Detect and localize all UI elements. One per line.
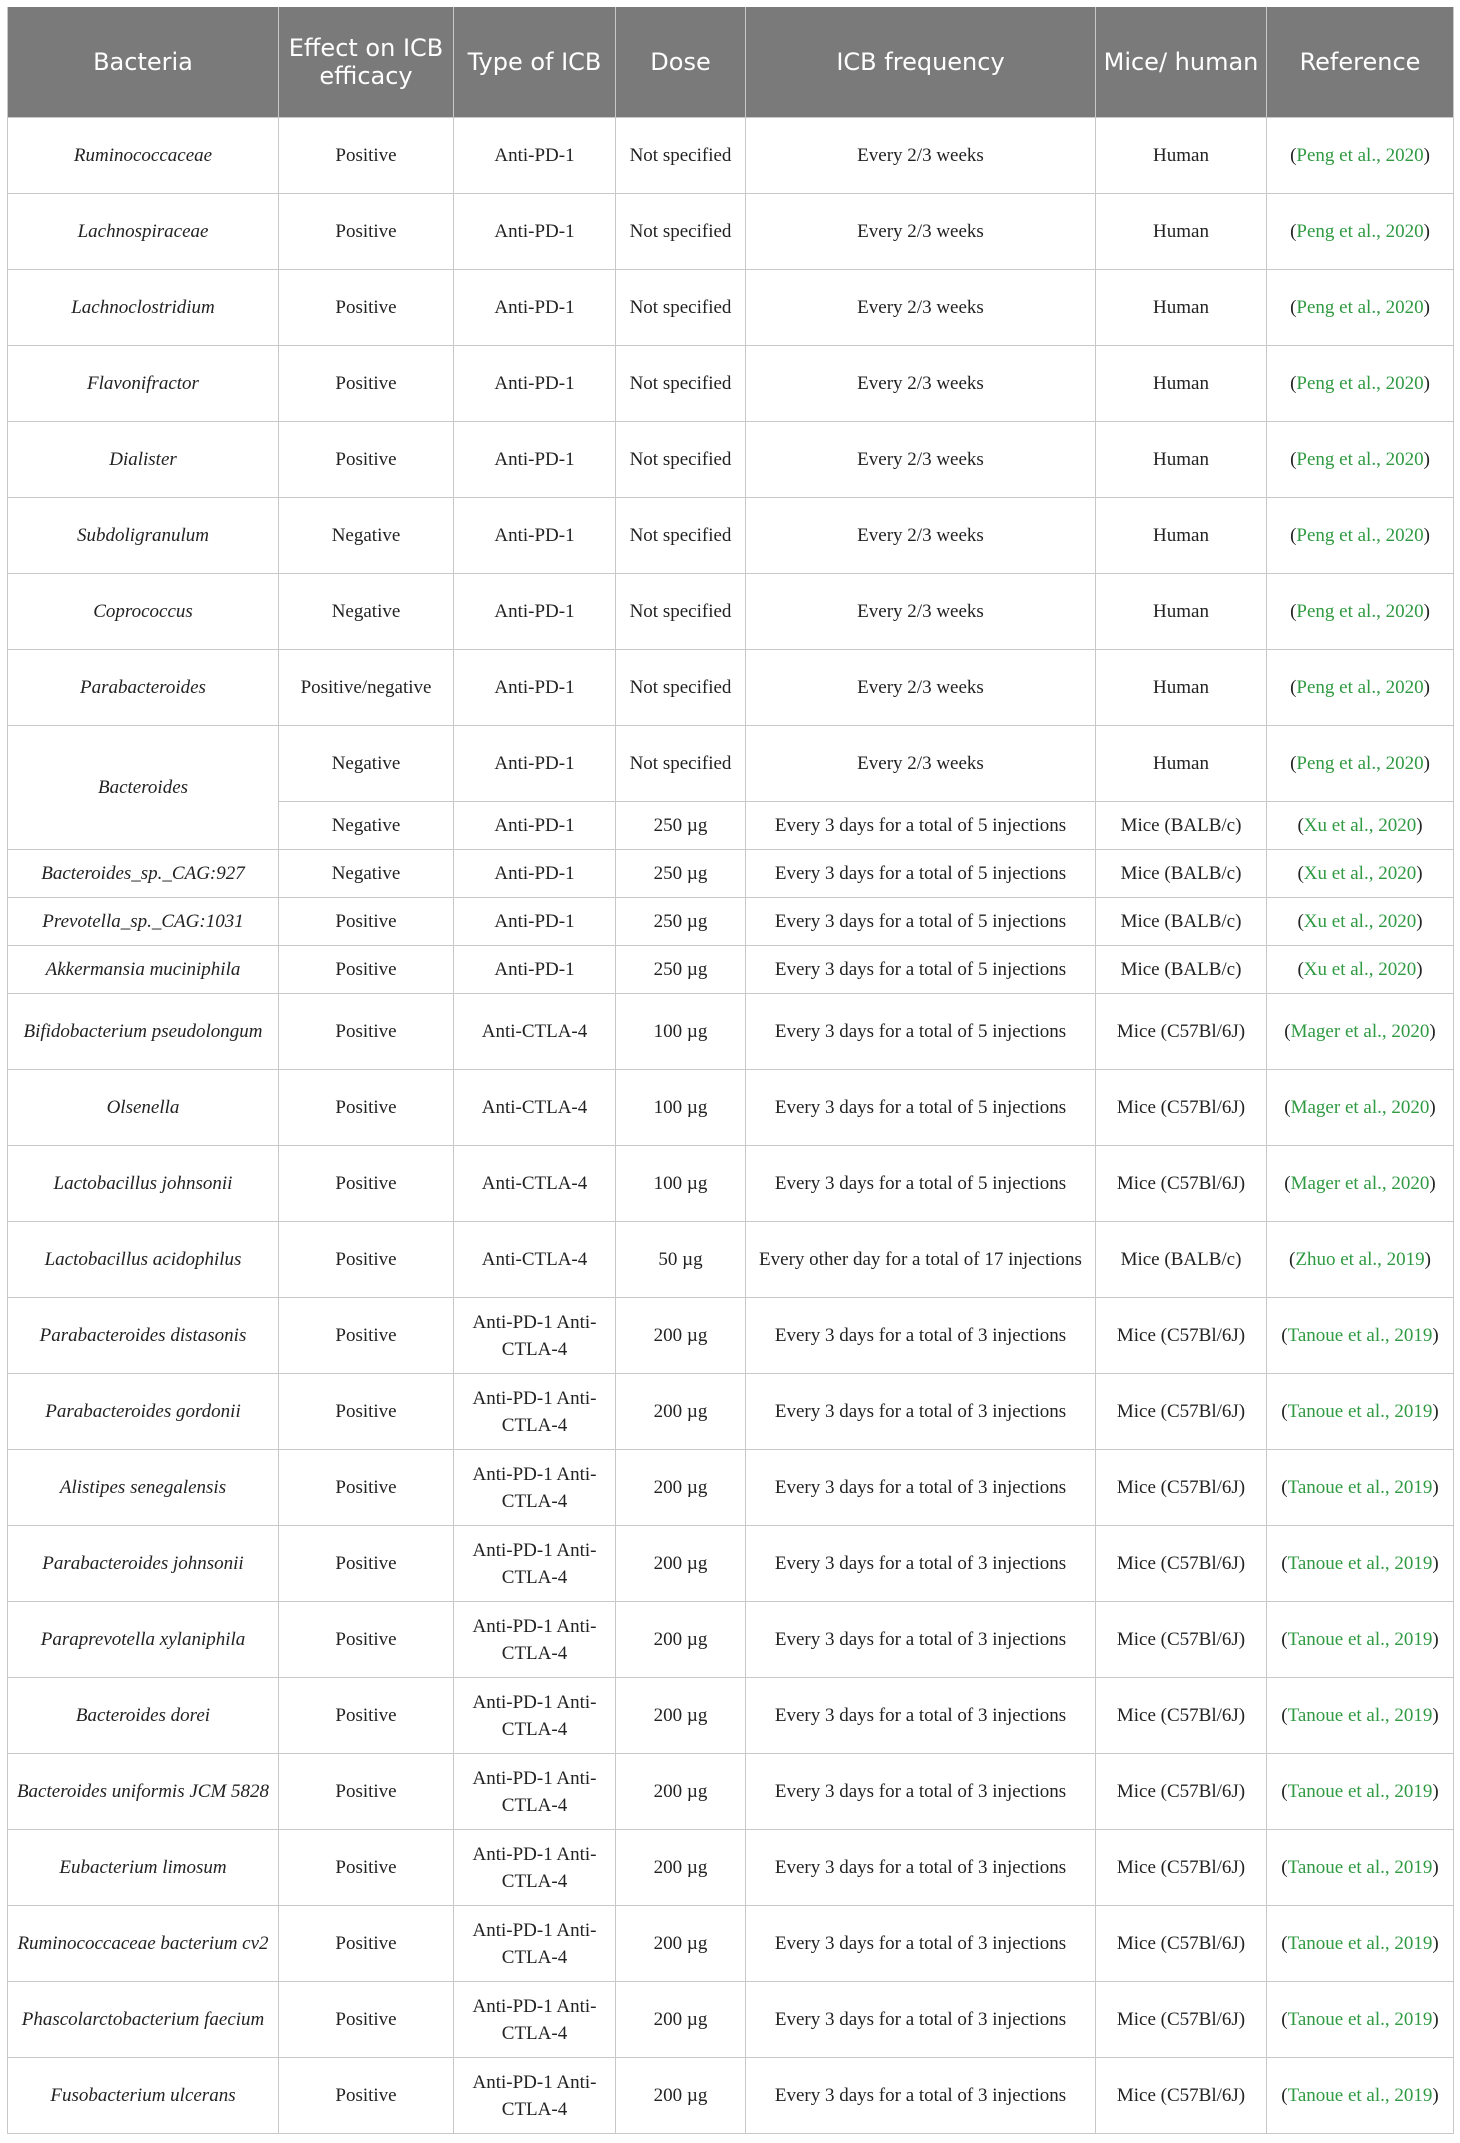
cell-subject: Mice (BALB/c)	[1096, 1222, 1267, 1298]
reference-link[interactable]: Mager et al., 2020	[1290, 1021, 1430, 1042]
cell-effect: Negative	[279, 574, 454, 650]
cell-frequency: Every 2/3 weeks	[746, 498, 1096, 574]
cell-type: Anti-PD-1	[454, 574, 616, 650]
cell-type: Anti-CTLA-4	[454, 1222, 616, 1298]
cell-effect: Negative	[279, 850, 454, 898]
cell-type: Anti-PD-1	[454, 194, 616, 270]
table-row	[8, 1070, 1454, 1146]
cell-frequency: Every 2/3 weeks	[746, 270, 1096, 346]
reference-link[interactable]: Tanoue et al., 2019	[1287, 2085, 1433, 2106]
cell-dose: Not specified	[616, 726, 746, 802]
cell-effect: Positive	[279, 1982, 454, 2058]
cell-bacteria: Fusobacterium ulcerans	[8, 2058, 279, 2134]
cell-frequency: Every 2/3 weeks	[746, 726, 1096, 802]
cell-type: Anti-PD-1	[454, 726, 616, 802]
cell-type: Anti-PD-1 Anti-CTLA-4	[454, 1298, 616, 1374]
cell-dose: Not specified	[616, 194, 746, 270]
cell-subject: Mice (C57Bl/6J)	[1096, 1374, 1267, 1450]
cell-type: Anti-PD-1 Anti-CTLA-4	[454, 1450, 616, 1526]
cell-subject: Human	[1096, 194, 1267, 270]
table-row	[8, 574, 1454, 650]
reference-link[interactable]: Xu et al., 2020	[1303, 959, 1417, 980]
bacteria-icb-table	[7, 7, 1454, 2134]
cell-frequency: Every 3 days for a total of 5 injections	[746, 946, 1096, 994]
cell-reference: (Tanoue et al., 2019)	[1267, 1450, 1454, 1526]
cell-dose: 200 µg	[616, 1298, 746, 1374]
table-row	[8, 1526, 1454, 1602]
cell-reference: (Tanoue et al., 2019)	[1267, 1374, 1454, 1450]
cell-type: Anti-PD-1	[454, 898, 616, 946]
cell-frequency: Every 3 days for a total of 3 injections	[746, 1982, 1096, 2058]
cell-type: Anti-PD-1 Anti-CTLA-4	[454, 1830, 616, 1906]
reference-link[interactable]: Tanoue et al., 2019	[1287, 1857, 1433, 1878]
reference-link[interactable]: Zhuo et al., 2019	[1295, 1249, 1425, 1270]
reference-link[interactable]: Peng et al., 2020	[1296, 297, 1424, 318]
table-row	[8, 1146, 1454, 1222]
cell-frequency: Every 3 days for a total of 3 injections	[746, 1754, 1096, 1830]
cell-effect: Positive	[279, 1906, 454, 1982]
cell-subject: Mice (BALB/c)	[1096, 850, 1267, 898]
reference-link[interactable]: Tanoue et al., 2019	[1287, 2009, 1433, 2030]
reference-link[interactable]: Peng et al., 2020	[1296, 753, 1424, 774]
header-reference: Reference	[1267, 7, 1454, 118]
reference-link[interactable]: Peng et al., 2020	[1296, 677, 1424, 698]
cell-bacteria: Lactobacillus johnsonii	[8, 1146, 279, 1222]
table-row	[8, 118, 1454, 194]
cell-type: Anti-PD-1	[454, 946, 616, 994]
cell-frequency: Every 2/3 weeks	[746, 118, 1096, 194]
reference-link[interactable]: Xu et al., 2020	[1303, 911, 1417, 932]
cell-frequency: Every 3 days for a total of 3 injections	[746, 1298, 1096, 1374]
cell-type: Anti-PD-1 Anti-CTLA-4	[454, 2058, 616, 2134]
cell-reference: (Peng et al., 2020)	[1267, 726, 1454, 802]
cell-type: Anti-PD-1	[454, 270, 616, 346]
reference-link[interactable]: Tanoue et al., 2019	[1287, 1933, 1433, 1954]
cell-reference: (Tanoue et al., 2019)	[1267, 1678, 1454, 1754]
header-bacteria: Bacteria	[8, 7, 279, 118]
cell-bacteria: Parabacteroides gordonii	[8, 1374, 279, 1450]
cell-subject: Mice (C57Bl/6J)	[1096, 1754, 1267, 1830]
cell-type: Anti-PD-1 Anti-CTLA-4	[454, 1374, 616, 1450]
table-row	[8, 1754, 1454, 1830]
cell-dose: 200 µg	[616, 1754, 746, 1830]
reference-link[interactable]: Peng et al., 2020	[1296, 449, 1424, 470]
table-row	[8, 946, 1454, 994]
cell-effect: Positive	[279, 270, 454, 346]
table-header	[8, 7, 1454, 118]
cell-bacteria: Phascolarctobacterium faecium	[8, 1982, 279, 2058]
cell-subject: Mice (BALB/c)	[1096, 946, 1267, 994]
cell-subject: Mice (BALB/c)	[1096, 802, 1267, 850]
cell-effect: Positive	[279, 1526, 454, 1602]
cell-frequency: Every 2/3 weeks	[746, 422, 1096, 498]
cell-bacteria: Ruminococcaceae bacterium cv2	[8, 1906, 279, 1982]
cell-frequency: Every 3 days for a total of 5 injections	[746, 898, 1096, 946]
cell-effect: Positive	[279, 946, 454, 994]
cell-reference: (Peng et al., 2020)	[1267, 422, 1454, 498]
cell-reference: (Tanoue et al., 2019)	[1267, 1754, 1454, 1830]
cell-subject: Mice (C57Bl/6J)	[1096, 1450, 1267, 1526]
cell-reference: (Tanoue et al., 2019)	[1267, 1906, 1454, 1982]
cell-frequency: Every 3 days for a total of 3 injections	[746, 1830, 1096, 1906]
cell-dose: 50 µg	[616, 1222, 746, 1298]
cell-bacteria: Subdoligranulum	[8, 498, 279, 574]
cell-bacteria: Parabacteroides distasonis	[8, 1298, 279, 1374]
cell-effect: Positive	[279, 2058, 454, 2134]
cell-type: Anti-PD-1	[454, 422, 616, 498]
reference-link[interactable]: Tanoue et al., 2019	[1287, 1401, 1433, 1422]
table-row	[8, 2058, 1454, 2134]
cell-type: Anti-PD-1	[454, 346, 616, 422]
reference-link[interactable]: Xu et al., 2020	[1303, 815, 1417, 836]
header-frequency: ICB frequency	[746, 7, 1096, 118]
cell-effect: Positive	[279, 1146, 454, 1222]
cell-type: Anti-PD-1	[454, 650, 616, 726]
cell-frequency: Every 2/3 weeks	[746, 574, 1096, 650]
cell-frequency: Every 3 days for a total of 5 injections	[746, 994, 1096, 1070]
cell-effect: Negative	[279, 726, 454, 802]
cell-bacteria: Bacteroides dorei	[8, 1678, 279, 1754]
cell-subject: Mice (BALB/c)	[1096, 898, 1267, 946]
cell-dose: 200 µg	[616, 1830, 746, 1906]
cell-subject: Mice (C57Bl/6J)	[1096, 1678, 1267, 1754]
cell-bacteria: Coprococcus	[8, 574, 279, 650]
cell-type: Anti-PD-1	[454, 498, 616, 574]
cell-subject: Human	[1096, 118, 1267, 194]
cell-dose: 200 µg	[616, 2058, 746, 2134]
cell-frequency: Every 3 days for a total of 3 injections	[746, 1906, 1096, 1982]
cell-type: Anti-PD-1	[454, 802, 616, 850]
cell-reference: (Xu et al., 2020)	[1267, 850, 1454, 898]
reference-link[interactable]: Tanoue et al., 2019	[1287, 1629, 1433, 1650]
cell-subject: Mice (C57Bl/6J)	[1096, 1526, 1267, 1602]
cell-type: Anti-PD-1 Anti-CTLA-4	[454, 1602, 616, 1678]
table-row	[8, 850, 1454, 898]
header-row	[8, 7, 1454, 118]
cell-reference: (Mager et al., 2020)	[1267, 1070, 1454, 1146]
cell-reference: (Zhuo et al., 2019)	[1267, 1222, 1454, 1298]
cell-effect: Positive	[279, 1450, 454, 1526]
header-effect: Effect on ICB efficacy	[279, 7, 454, 118]
cell-effect: Positive	[279, 346, 454, 422]
cell-reference: (Mager et al., 2020)	[1267, 994, 1454, 1070]
cell-bacteria: Bacteroides	[8, 726, 279, 850]
cell-frequency: Every 3 days for a total of 5 injections	[746, 1146, 1096, 1222]
cell-bacteria: Parabacteroides	[8, 650, 279, 726]
cell-bacteria: Bacteroides uniformis JCM 5828	[8, 1754, 279, 1830]
cell-reference: (Peng et al., 2020)	[1267, 574, 1454, 650]
cell-bacteria: Prevotella_sp._CAG:1031	[8, 898, 279, 946]
table-row	[8, 1678, 1454, 1754]
cell-subject: Mice (C57Bl/6J)	[1096, 2058, 1267, 2134]
cell-bacteria: Lachnospiraceae	[8, 194, 279, 270]
table-row	[8, 726, 1454, 802]
reference-link[interactable]: Peng et al., 2020	[1296, 221, 1424, 242]
header-type: Type of ICB	[454, 7, 616, 118]
cell-type: Anti-PD-1 Anti-CTLA-4	[454, 1678, 616, 1754]
cell-frequency: Every 3 days for a total of 5 injections	[746, 1070, 1096, 1146]
cell-subject: Human	[1096, 650, 1267, 726]
cell-frequency: Every 3 days for a total of 5 injections	[746, 850, 1096, 898]
cell-reference: (Tanoue et al., 2019)	[1267, 1298, 1454, 1374]
cell-type: Anti-PD-1 Anti-CTLA-4	[454, 1526, 616, 1602]
cell-effect: Positive	[279, 994, 454, 1070]
cell-subject: Mice (C57Bl/6J)	[1096, 994, 1267, 1070]
cell-dose: Not specified	[616, 346, 746, 422]
table-body	[8, 118, 1454, 2134]
cell-type: Anti-PD-1	[454, 850, 616, 898]
reference-link[interactable]: Tanoue et al., 2019	[1287, 1477, 1433, 1498]
cell-subject: Mice (C57Bl/6J)	[1096, 1146, 1267, 1222]
cell-dose: 200 µg	[616, 1526, 746, 1602]
cell-bacteria: Lachnoclostridium	[8, 270, 279, 346]
cell-dose: 250 µg	[616, 850, 746, 898]
cell-effect: Positive/negative	[279, 650, 454, 726]
cell-dose: 250 µg	[616, 946, 746, 994]
table-row	[8, 346, 1454, 422]
table-row	[8, 422, 1454, 498]
cell-effect: Negative	[279, 498, 454, 574]
reference-link[interactable]: Tanoue et al., 2019	[1287, 1553, 1433, 1574]
cell-bacteria: Bifidobacterium pseudolongum	[8, 994, 279, 1070]
header-dose: Dose	[616, 7, 746, 118]
cell-reference: (Mager et al., 2020)	[1267, 1146, 1454, 1222]
header-subject: Mice/ human	[1096, 7, 1267, 118]
cell-subject: Mice (C57Bl/6J)	[1096, 1906, 1267, 1982]
cell-dose: 200 µg	[616, 1450, 746, 1526]
cell-reference: (Peng et al., 2020)	[1267, 346, 1454, 422]
table-row	[8, 194, 1454, 270]
cell-frequency: Every 3 days for a total of 5 injections	[746, 802, 1096, 850]
cell-dose: 100 µg	[616, 1070, 746, 1146]
reference-link[interactable]: Peng et al., 2020	[1296, 373, 1424, 394]
cell-reference: (Peng et al., 2020)	[1267, 650, 1454, 726]
cell-frequency: Every 3 days for a total of 3 injections	[746, 1678, 1096, 1754]
table-row	[8, 270, 1454, 346]
table-row	[8, 650, 1454, 726]
reference-link[interactable]: Xu et al., 2020	[1303, 863, 1417, 884]
table-row	[8, 898, 1454, 946]
cell-reference: (Tanoue et al., 2019)	[1267, 1830, 1454, 1906]
cell-subject: Mice (C57Bl/6J)	[1096, 1602, 1267, 1678]
cell-reference: (Peng et al., 2020)	[1267, 118, 1454, 194]
cell-frequency: Every 3 days for a total of 3 injections	[746, 1526, 1096, 1602]
cell-effect: Positive	[279, 422, 454, 498]
table-row	[8, 1298, 1454, 1374]
cell-dose: 250 µg	[616, 802, 746, 850]
reference-link[interactable]: Mager et al., 2020	[1290, 1173, 1430, 1194]
cell-type: Anti-CTLA-4	[454, 994, 616, 1070]
cell-dose: Not specified	[616, 498, 746, 574]
cell-type: Anti-CTLA-4	[454, 1146, 616, 1222]
cell-type: Anti-CTLA-4	[454, 1070, 616, 1146]
cell-bacteria: Lactobacillus acidophilus	[8, 1222, 279, 1298]
table-row	[8, 1222, 1454, 1298]
table-row	[8, 1450, 1454, 1526]
table-row	[8, 1602, 1454, 1678]
cell-subject: Human	[1096, 346, 1267, 422]
cell-frequency: Every 2/3 weeks	[746, 650, 1096, 726]
reference-link[interactable]: Mager et al., 2020	[1290, 1097, 1430, 1118]
cell-frequency: Every 3 days for a total of 3 injections	[746, 2058, 1096, 2134]
table-row	[8, 498, 1454, 574]
table-row	[8, 1906, 1454, 1982]
cell-effect: Positive	[279, 118, 454, 194]
cell-reference: (Tanoue et al., 2019)	[1267, 1602, 1454, 1678]
cell-type: Anti-PD-1 Anti-CTLA-4	[454, 1982, 616, 2058]
cell-effect: Positive	[279, 1678, 454, 1754]
cell-dose: Not specified	[616, 422, 746, 498]
cell-subject: Human	[1096, 270, 1267, 346]
cell-bacteria: Parabacteroides johnsonii	[8, 1526, 279, 1602]
cell-subject: Mice (C57Bl/6J)	[1096, 1298, 1267, 1374]
cell-bacteria: Flavonifractor	[8, 346, 279, 422]
cell-dose: 200 µg	[616, 1678, 746, 1754]
cell-subject: Mice (C57Bl/6J)	[1096, 1982, 1267, 2058]
cell-dose: 200 µg	[616, 1906, 746, 1982]
cell-subject: Mice (C57Bl/6J)	[1096, 1830, 1267, 1906]
cell-effect: Negative	[279, 802, 454, 850]
cell-effect: Positive	[279, 1754, 454, 1830]
cell-bacteria: Dialister	[8, 422, 279, 498]
cell-dose: 200 µg	[616, 1374, 746, 1450]
cell-reference: (Tanoue et al., 2019)	[1267, 2058, 1454, 2134]
table-row	[8, 1374, 1454, 1450]
cell-effect: Positive	[279, 1830, 454, 1906]
cell-bacteria: Alistipes senegalensis	[8, 1450, 279, 1526]
cell-bacteria: Akkermansia muciniphila	[8, 946, 279, 994]
cell-type: Anti-PD-1	[454, 118, 616, 194]
cell-frequency: Every 3 days for a total of 3 injections	[746, 1450, 1096, 1526]
table-row	[8, 1830, 1454, 1906]
cell-bacteria: Eubacterium limosum	[8, 1830, 279, 1906]
cell-reference: (Xu et al., 2020)	[1267, 802, 1454, 850]
cell-effect: Positive	[279, 1602, 454, 1678]
cell-frequency: Every 2/3 weeks	[746, 346, 1096, 422]
reference-link[interactable]: Tanoue et al., 2019	[1287, 1781, 1433, 1802]
cell-reference: (Peng et al., 2020)	[1267, 194, 1454, 270]
cell-reference: (Tanoue et al., 2019)	[1267, 1526, 1454, 1602]
cell-bacteria: Olsenella	[8, 1070, 279, 1146]
cell-dose: Not specified	[616, 574, 746, 650]
cell-dose: Not specified	[616, 118, 746, 194]
cell-reference: (Xu et al., 2020)	[1267, 946, 1454, 994]
cell-subject: Human	[1096, 422, 1267, 498]
cell-reference: (Peng et al., 2020)	[1267, 498, 1454, 574]
cell-effect: Positive	[279, 1374, 454, 1450]
cell-bacteria: Ruminococcaceae	[8, 118, 279, 194]
reference-link[interactable]: Tanoue et al., 2019	[1287, 1325, 1433, 1346]
reference-link[interactable]: Peng et al., 2020	[1296, 525, 1424, 546]
cell-effect: Positive	[279, 194, 454, 270]
cell-frequency: Every other day for a total of 17 injections	[746, 1222, 1096, 1298]
cell-bacteria: Bacteroides_sp._CAG:927	[8, 850, 279, 898]
cell-bacteria: Paraprevotella xylaniphila	[8, 1602, 279, 1678]
table-row	[8, 1982, 1454, 2058]
reference-link[interactable]: Peng et al., 2020	[1296, 601, 1424, 622]
cell-frequency: Every 3 days for a total of 3 injections	[746, 1602, 1096, 1678]
cell-type: Anti-PD-1 Anti-CTLA-4	[454, 1906, 616, 1982]
cell-subject: Human	[1096, 574, 1267, 650]
cell-frequency: Every 2/3 weeks	[746, 194, 1096, 270]
cell-effect: Positive	[279, 1070, 454, 1146]
cell-dose: 100 µg	[616, 1146, 746, 1222]
cell-dose: 250 µg	[616, 898, 746, 946]
cell-dose: 200 µg	[616, 1602, 746, 1678]
table-row	[8, 994, 1454, 1070]
cell-dose: Not specified	[616, 650, 746, 726]
reference-link[interactable]: Peng et al., 2020	[1296, 145, 1424, 166]
cell-effect: Positive	[279, 1222, 454, 1298]
cell-reference: (Tanoue et al., 2019)	[1267, 1982, 1454, 2058]
cell-type: Anti-PD-1 Anti-CTLA-4	[454, 1754, 616, 1830]
cell-subject: Mice (C57Bl/6J)	[1096, 1070, 1267, 1146]
cell-dose: 100 µg	[616, 994, 746, 1070]
cell-effect: Positive	[279, 1298, 454, 1374]
cell-reference: (Peng et al., 2020)	[1267, 270, 1454, 346]
cell-dose: 200 µg	[616, 1982, 746, 2058]
cell-frequency: Every 3 days for a total of 3 injections	[746, 1374, 1096, 1450]
reference-link[interactable]: Tanoue et al., 2019	[1287, 1705, 1433, 1726]
cell-reference: (Xu et al., 2020)	[1267, 898, 1454, 946]
cell-effect: Positive	[279, 898, 454, 946]
cell-subject: Human	[1096, 726, 1267, 802]
cell-subject: Human	[1096, 498, 1267, 574]
cell-dose: Not specified	[616, 270, 746, 346]
